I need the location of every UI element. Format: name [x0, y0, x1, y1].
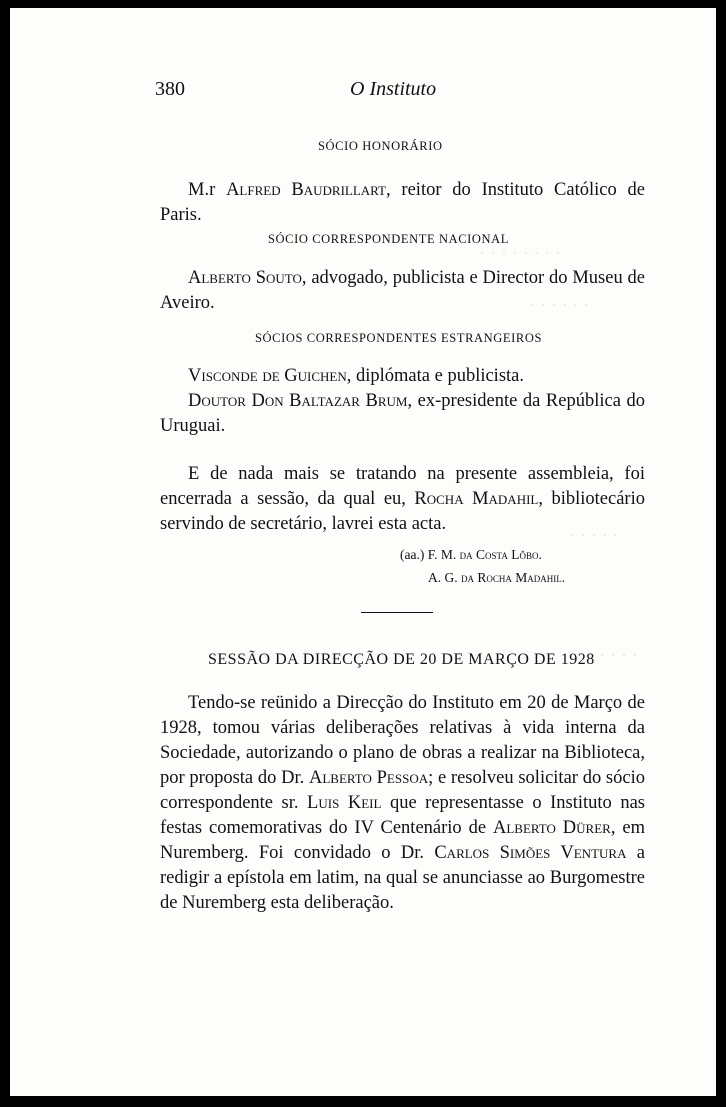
session-text: a redigir a epístola em latim, na qual se anunciasse ao Burgomestre de Nuremberg esta deliberação. — [160, 843, 646, 913]
member-name: Alberto Souto — [188, 268, 302, 288]
closing-text: , bibliotecário servindo de secretário, lavrei esta acta. — [160, 489, 645, 534]
signature-line-2 — [428, 570, 565, 586]
session-heading: SESSÃO DA DIRECÇÃO DE 20 DE MARÇO DE 1928 — [208, 651, 595, 668]
person-name: Alberto Dürer — [492, 818, 611, 838]
national-member-heading: SÓCIO CORRESPONDENTE NACIONAL — [268, 232, 510, 246]
secretary-name: Rocha Madahil — [414, 489, 539, 509]
signature-name: A. G. da Rocha Madahil. — [428, 570, 566, 585]
member-description: , ex-presidente da República do Uruguai. — [160, 391, 646, 436]
member-name: Doutor Don Baltazar Brum — [188, 391, 408, 411]
show-through-line: · · · · · · · · — [480, 246, 562, 262]
show-through-line: · · · · · — [570, 528, 619, 544]
closing-paragraph — [160, 462, 645, 537]
foreign-members-heading: SÓCIOS CORRESPONDENTES ESTRANGEIROS — [255, 331, 543, 345]
session-text: ; e resolveu solicitar do sócio correspondente sr. — [160, 768, 645, 813]
member-name: Visconde de Guichen — [188, 366, 347, 386]
person-name: Alberto Pessoa — [308, 768, 429, 788]
page-number: 380 — [155, 78, 185, 100]
member-description: , advogado, publicista e Director do Museu de Aveiro. — [160, 268, 645, 313]
member-description: , reitor do Instituto Católico de Paris. — [160, 180, 646, 225]
member-name: Alfred Baudrillart — [226, 180, 386, 200]
foreign-member-entry — [160, 389, 645, 439]
running-title: O Instituto — [350, 78, 437, 100]
honorary-member-entry — [160, 178, 645, 228]
person-name: Luis Keil — [307, 793, 382, 813]
foreign-member-entry — [160, 364, 645, 389]
session-text: , em Nuremberg. Foi convidado o Dr. — [160, 818, 645, 863]
show-through-line: · · · · — [600, 648, 639, 664]
session-text: que representasse o Instituto nas festas comemorativas do IV Centenário de — [160, 793, 645, 838]
session-paragraph — [160, 691, 645, 916]
national-member-entry — [160, 266, 645, 316]
honorific: M.r — [188, 180, 216, 200]
section-divider — [361, 612, 433, 613]
book-page — [10, 8, 716, 1096]
person-name: Carlos Simões Ventura — [434, 843, 627, 863]
signature-line-1 — [400, 547, 542, 563]
signature-name: F. M. da Costa Lôbo. — [427, 547, 542, 562]
member-description: , diplómata e publicista. — [346, 366, 524, 386]
show-through-line: · · · · · · — [530, 298, 590, 314]
honorary-member-heading: SÓCIO HONORÁRIO — [318, 139, 443, 153]
session-text: Tendo-se reünido a Direcção do Instituto em 20 de Março de 1928, tomou várias deliberações relativas à vida interna da Sociedade, autorizando o plano de obras a realizar na Biblioteca, por proposta do Dr. — [160, 693, 645, 788]
foreign-members-list — [160, 364, 645, 439]
signature-prefix: (aa.) — [400, 547, 425, 562]
closing-text: E de nada mais se tratando na presente assembleia, foi encerrada a sessão, da qual eu, — [160, 464, 645, 509]
